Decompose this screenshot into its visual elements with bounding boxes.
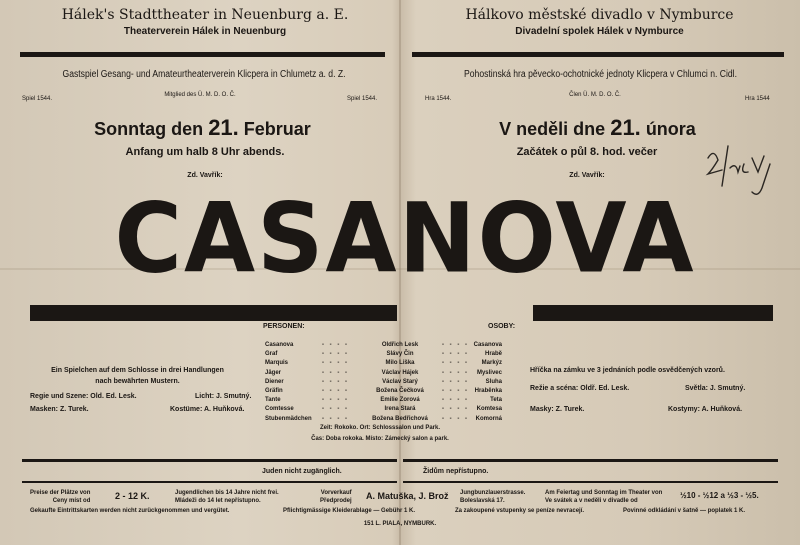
- direction-cz: Režie a scéna: Oldř. Ed. Lesk.: [530, 385, 630, 392]
- cast-dots-right: - - - - - - - - - - - - - - - - - - - - - - - - - - - - - - - - - - - -: [442, 342, 469, 422]
- play-title: CASANOVA: [114, 182, 696, 295]
- actor: Václav Hájek: [381, 369, 419, 376]
- persons-heading-cz: OSOBY:: [488, 323, 516, 330]
- cast-dots-left: - - - - - - - - - - - - - - - - - - - - - - - - - - - - - - - - - - - -: [322, 342, 349, 422]
- tickets-notice-cz: Za zakoupené vstupenky se peníze nevracejí.: [455, 508, 585, 514]
- cast-actors: [360, 341, 440, 424]
- role-cz: Hrabě: [484, 351, 502, 358]
- member-cz: Člen Ü. M. D. O. Č.: [569, 92, 621, 98]
- guest-performance-de: Gastspiel Gesang- und Amateurtheaterverein Klicpera in Chlumetz a. d. Z.: [62, 69, 346, 80]
- rule-left-top: [20, 52, 385, 57]
- role-de: Tante: [265, 397, 281, 404]
- guest-performance-cz: Pohostinská hra pěvecko-ochotnické jednoty Klicpera v Chlumci n. Cidl.: [464, 69, 737, 80]
- start-time-cz: Začátek o půl 8. hod. večer: [516, 146, 658, 158]
- rule-right-footer: [403, 459, 778, 462]
- role-cz: Markýz: [481, 360, 502, 367]
- member-de: Mitglied des Ü. M. D. O. Č.: [164, 92, 236, 98]
- price-range: 2 - 12 K.: [115, 491, 150, 501]
- presale-labels: Vorverkauf Předprodej: [320, 490, 352, 504]
- presale-sellers: A. Matuška, J. Brož: [366, 491, 449, 501]
- actor: Slávy Čin: [386, 351, 414, 358]
- role-de: Graf: [265, 351, 278, 358]
- printer-imprint: 151 L. PIALA, NYMBURK.: [363, 521, 437, 527]
- holiday-times: ½10 - ½12 a ½3 - ½5.: [680, 491, 759, 500]
- actor: Oldřich Lesk: [381, 342, 419, 348]
- description-cz: Hříčka na zámku ve 3 jednáních podle osvědčených vzorů.: [530, 367, 725, 374]
- persons-heading-de: PERSONEN:: [263, 323, 305, 330]
- jews-notice-cz: Židům nepřístupno.: [423, 468, 489, 475]
- rule-right-title: [533, 305, 773, 321]
- role-cz: Hraběnka: [474, 388, 502, 395]
- role-de: Casanova: [265, 342, 294, 348]
- play-number-de-b: Spiel 1544.: [347, 96, 378, 102]
- light-de: Licht: J. Smutný.: [195, 393, 252, 400]
- author-de: Zd. Vavřík:: [187, 172, 223, 179]
- description-de-1: Ein Spielchen auf dem Schlosse in drei Handlungen: [51, 367, 224, 374]
- play-number-cz-b: Hra 1544: [745, 96, 770, 102]
- time-place-cz: Čas: Doba rokoka. Místo: Zámecký salon a park.: [311, 436, 449, 442]
- costumes-cz: Kostymy: A. Huňková.: [668, 406, 743, 413]
- masks-de: Masken: Z. Turek.: [30, 406, 89, 413]
- actor: Irena Stará: [384, 406, 416, 413]
- society-name-de: Theaterverein Hálek in Neuenburg: [123, 26, 287, 37]
- holiday-hours: Am Feiertag und Sonntag im Theater von Ve svátek a v neděli v divadle od: [545, 490, 663, 504]
- rule-right-footer-2: [403, 481, 778, 483]
- tickets-notice-de: Gekaufte Eintrittskarten werden nicht zurückgenommen und vergütet.: [30, 508, 230, 514]
- cloak-notice-de: Pflichtigmässige Kleiderablage — Gebühr 1 K.: [283, 508, 416, 514]
- rule-left-footer: [22, 459, 397, 462]
- society-name-cz: Divadelní spolek Hálek v Nymburce: [515, 26, 684, 37]
- start-time-de: Anfang um halb 8 Uhr abends.: [125, 146, 285, 158]
- description-de-2: nach bewährten Mustern.: [95, 378, 180, 385]
- light-cz: Světla: J. Smutný.: [685, 385, 746, 392]
- role-cz: Komtesa: [476, 406, 502, 413]
- role-de: Diener: [265, 378, 284, 385]
- actor: Milo Liška: [385, 360, 415, 367]
- role-cz: Sluha: [485, 378, 502, 385]
- actor: Božena Bedřichová: [372, 415, 428, 422]
- theatre-name-de: Hálek's Stadttheater in Neuenburg a. E.: [61, 7, 349, 23]
- date-de: Sonntag den 21. Februar: [94, 115, 311, 140]
- role-cz: Casanova: [473, 342, 502, 348]
- author-cz: Zd. Vavřík:: [569, 172, 605, 179]
- cast-roles-de: [265, 341, 312, 424]
- play-number-cz-a: Hra 1544.: [425, 96, 452, 102]
- date-cz: V neděli dne 21. února: [499, 115, 696, 140]
- prices-labels: Preise der Plätze von Ceny míst od: [30, 490, 91, 504]
- theatre-name-cz: Hálkovo městské divadlo v Nymburce: [465, 7, 734, 23]
- cast-roles-cz: [472, 341, 502, 424]
- direction-de: Regie und Szene: Old. Ed. Lesk.: [30, 393, 137, 400]
- rule-left-title: [30, 305, 397, 321]
- role-cz: Teta: [490, 397, 502, 404]
- rule-left-footer-2: [22, 481, 397, 483]
- jews-notice-de: Juden nicht zugänglich.: [262, 468, 342, 475]
- role-cz: Komorná: [475, 415, 502, 422]
- role-cz: Myslivec: [476, 369, 502, 376]
- role-de: Stubenmädchen: [265, 415, 312, 422]
- cloak-notice-cz: Povinné odkládání v šatně — poplatek 1 K.: [623, 508, 746, 514]
- presale-address: Jungbunzlauerstrasse. Boleslavská 17.: [460, 490, 526, 504]
- youth-notice: Jugendlichen bis 14 Jahre nicht frei. Mládeži do 14 let nepřístupno.: [175, 490, 279, 504]
- rule-right-top: [412, 52, 784, 57]
- play-number-de-a: Spiel 1544.: [22, 96, 53, 102]
- role-de: Jäger: [265, 369, 282, 376]
- masks-cz: Masky: Z. Turek.: [530, 406, 585, 413]
- actor: Božena Čečková: [376, 388, 424, 395]
- actor: Václav Starý: [382, 378, 418, 385]
- role-de: Marquis: [265, 360, 289, 367]
- role-de: Gräfin: [265, 388, 283, 395]
- costumes-de: Kostüme: A. Huňková.: [170, 406, 245, 413]
- role-de: Comtesse: [265, 406, 294, 413]
- actor: Emilie Zorová: [380, 397, 420, 404]
- time-place-de: Zeit: Rokoko. Ort: Schlosssalon und Park.: [319, 425, 441, 431]
